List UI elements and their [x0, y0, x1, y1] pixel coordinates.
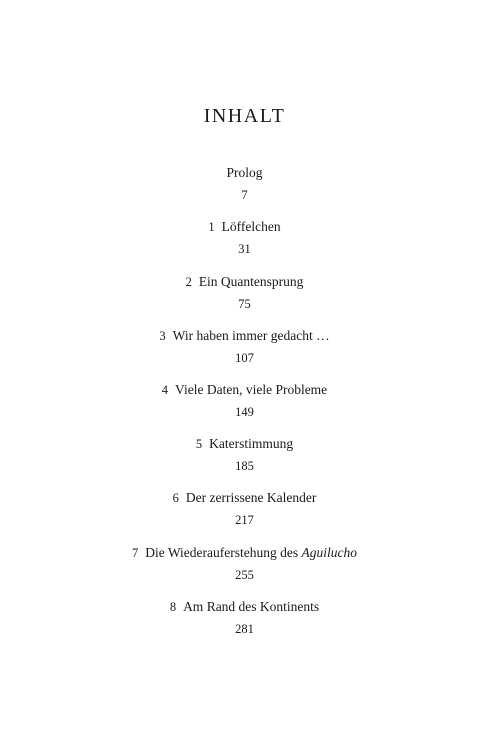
toc-entry-number: 2: [185, 275, 192, 289]
toc-entry-page: 217: [235, 513, 254, 527]
toc-entry-chapter-5: [0, 436, 489, 474]
toc-entry-title-line: [0, 382, 489, 398]
toc-entry-number: 1: [208, 220, 215, 234]
toc-entry-page: 255: [235, 568, 254, 582]
toc-entry-title-line: [0, 545, 489, 561]
toc-entry-page: 75: [238, 297, 251, 311]
toc-entry-chapter-4: [0, 382, 489, 420]
toc-entry-title-line: [0, 165, 489, 181]
toc-entry-title: Prolog: [226, 165, 263, 180]
toc-entry-title-italic: Aguilucho: [301, 545, 358, 560]
toc-entry-title: Wir haben immer gedacht …: [172, 328, 330, 343]
toc-entry-page: 281: [235, 622, 254, 636]
toc-entry-chapter-7: [0, 545, 489, 583]
toc-heading: INHALT: [203, 105, 286, 127]
toc-entry-title: Viele Daten, viele Probleme: [175, 382, 328, 397]
toc-entry-page: 149: [235, 405, 254, 419]
toc-entry-title: Ein Quantensprung: [198, 274, 304, 289]
toc-entry-title-line: [0, 490, 489, 506]
toc-entry-number: 3: [159, 329, 166, 343]
toc-entry-number: 8: [169, 600, 177, 614]
toc-entry-title-line: [0, 436, 489, 452]
toc-entry-title: Der zerrissene Kalender: [185, 490, 317, 505]
toc-entry-title-line: [0, 328, 489, 344]
toc-entry-number: 7: [131, 546, 139, 560]
toc-entry-title-line: [0, 274, 489, 290]
toc-entry-title-line: [0, 599, 489, 615]
toc-entry-number: 4: [161, 383, 169, 397]
toc-entry-prolog: [0, 165, 489, 203]
toc-entry-chapter-3: [0, 328, 489, 366]
toc-entry-page: 31: [238, 242, 251, 256]
toc-entry-title: Löffelchen: [221, 219, 281, 234]
toc-entry-number: 6: [172, 491, 179, 505]
toc-entry-chapter-6: [0, 490, 489, 528]
toc-entry-number: 5: [195, 437, 203, 451]
toc-entry-page: 7: [241, 188, 248, 202]
toc-entry-title: Die Wiederauferstehung des: [145, 545, 302, 560]
toc-entry-page: 185: [235, 459, 254, 473]
toc-entry-title-line: [0, 219, 489, 235]
toc-entry-chapter-8: [0, 599, 489, 637]
toc-entry-chapter-1: [0, 219, 489, 257]
toc-entry-title: Katerstimmung: [209, 436, 294, 451]
toc-entry-page: 107: [235, 351, 254, 365]
toc-entry-chapter-2: [0, 274, 489, 312]
toc-entry-title: Am Rand des Kontinents: [183, 599, 320, 614]
